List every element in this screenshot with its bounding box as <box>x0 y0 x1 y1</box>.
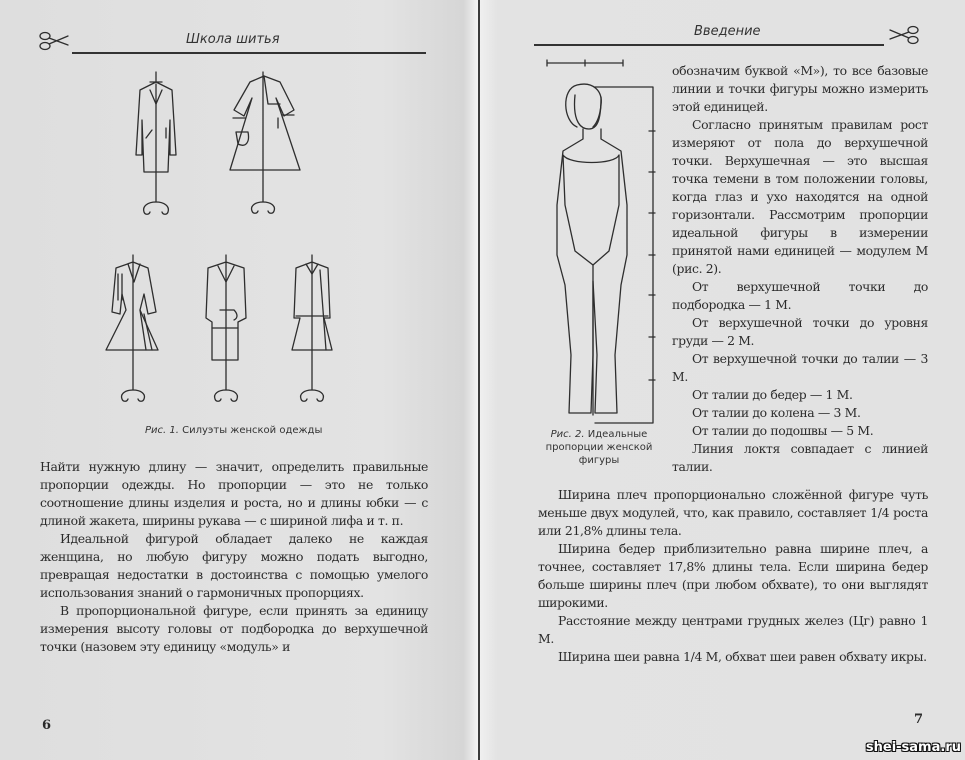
coat-straight-mannequin <box>136 72 176 214</box>
paragraph: От верхушечной точки до талии — 3 М. <box>672 351 928 384</box>
header-rule <box>534 44 884 46</box>
figure-2-illustration <box>535 55 665 425</box>
paragraph: От верхушечной точки до уровня груди — 2 М. <box>672 315 928 348</box>
figure-1-caption-label: Рис. 1. <box>145 425 179 436</box>
scissors-icon <box>888 24 920 46</box>
figure-1-illustration <box>100 60 360 415</box>
header-rule <box>72 52 426 54</box>
paragraph: От верхушечной точки до подбородка — 1 М. <box>672 279 928 312</box>
long-jacket-mannequin <box>206 255 246 401</box>
female-figure <box>557 84 627 415</box>
paragraph: В пропорциональной фигуре, если принять за единицу измерения высоту головы от подбородка до верхушечной точки (назовем эту единицу «модуль» и <box>40 603 428 654</box>
figure-2-caption <box>536 428 662 467</box>
coat-flared-mannequin <box>230 72 300 213</box>
paragraph: От талии до бедер — 1 М. <box>692 387 853 402</box>
paragraph: Ширина бедер приблизительно равна ширине плеч, а точнее, составляет 17,8% длины тела. Если ширина бедер больше ширины плеч (при любом обхвате), то они выглядят широкими. <box>538 541 928 610</box>
paragraph: Линия локтя совпадает с линией талии. <box>672 441 928 474</box>
paragraph: Согласно принятым правилам рост измеряют от пола до верхушечной точки. Верхушечная — это высшая точка темени в том положении головы, когда глаз и ухо находятся на одной горизонтали. Рассмотрим пропорции идеальной фигуры в измерении принятой нами единицей — модулем М (рис. 2). <box>672 117 928 276</box>
right-column-text <box>672 62 928 476</box>
figure-2-caption-label: Рис. 2. <box>550 429 585 440</box>
book-gutter <box>478 0 480 760</box>
paragraph: Расстояние между центрами грудных желез (Цг) равно 1 М. <box>538 613 928 646</box>
left-body-text <box>40 458 428 656</box>
left-running-header <box>0 32 478 56</box>
site-watermark: shei-sama.ru <box>865 740 961 755</box>
paragraph: От талии до подошвы — 5 М. <box>692 423 874 438</box>
coat-dress-mannequin <box>292 255 332 401</box>
running-head-title: Введение <box>694 24 761 39</box>
paragraph: Ширина шеи равна 1/4 М, обхват шеи равен обхвату икры. <box>558 649 927 664</box>
figure-1-caption-text: Силуэты женской одежды <box>182 425 323 436</box>
paragraph: Найти нужную длину — значит, определить правильные пропорции одежды. Но пропорции — это не только соотношение длины изделия и роста, но и длины юбки — с длиной жакета, ширины рукава — с шириной лифа и т. п. <box>40 459 428 528</box>
paragraph: Идеальной фигурой обладает далеко не каждая женщина, но любую фигуру можно подать выгодно, превращая недостатки в достоинства с помощью умелого использования знаний о гармоничных пропорциях. <box>40 531 428 600</box>
page-number-right: 7 <box>914 712 924 727</box>
paragraph: обозначим буквой «М»), то все базовые линии и точки фигуры можно измерить этой единицей. <box>672 63 928 114</box>
paragraph: От талии до колена — 3 М. <box>692 405 861 420</box>
right-body-text <box>538 486 928 666</box>
page-number-left: 6 <box>42 718 52 733</box>
paragraph: Ширина плеч пропорционально сложённой фигуре чуть меньше двух модулей, что, как правило, составляет 1/4 роста или 21,8% длины тела. <box>538 487 928 538</box>
figure-1-caption <box>145 424 322 437</box>
dress-suit-mannequin <box>106 255 158 401</box>
running-head-title: Школа шитья <box>186 32 280 47</box>
figure-2-caption-text: Идеальные пропорции женской фигуры <box>545 429 653 466</box>
module-scale-bar <box>547 60 623 66</box>
